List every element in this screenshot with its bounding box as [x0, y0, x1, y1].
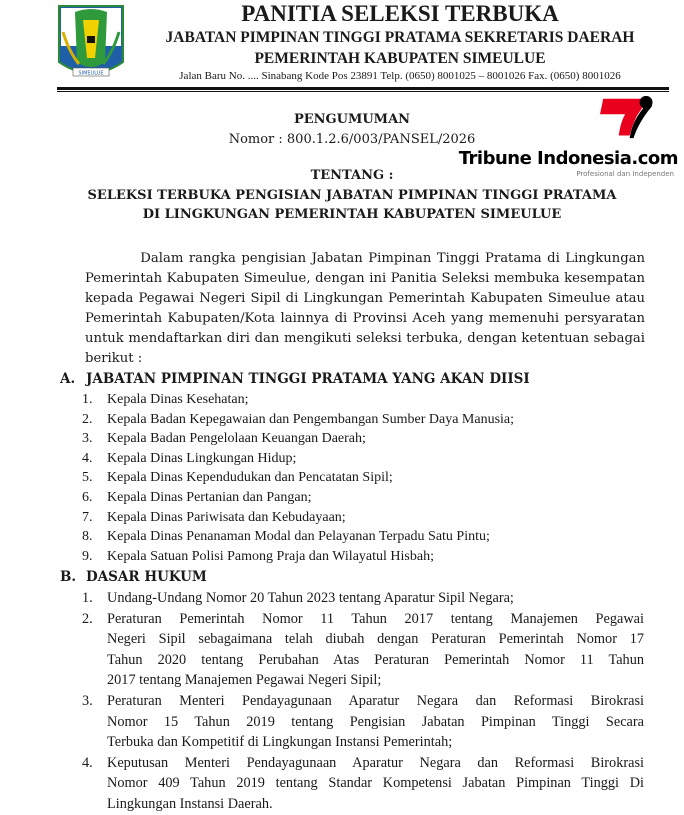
item-text: Kepala Satuan Polisi Pamong Praja dan Wilayatul Hisbah; — [107, 548, 434, 564]
paragraph-line: kepada Pegawai Negeri Sipil di Lingkungan Pemerintah Kabupaten Simeulue atau — [85, 291, 645, 306]
paragraph-line: Dalam rangka pengisian Jabatan Pimpinan Tinggi Pratama di Lingkungan — [85, 251, 645, 266]
logo-text: SIMEULUE — [78, 70, 104, 77]
list-item — [82, 547, 642, 567]
list-item — [82, 691, 644, 753]
intro-paragraph — [85, 249, 645, 369]
item-number: 3. — [82, 431, 93, 447]
letterhead-subtitle: JABATAN PIMPINAN TINGGI PRATAMA SEKRETARIS DAERAH — [165, 29, 635, 46]
item-text — [107, 753, 644, 815]
item-line: 2017 tentang Manajemen Pegawai Negeri Sipil; — [107, 672, 382, 689]
list-item — [82, 753, 644, 815]
item-number: 2. — [82, 411, 93, 427]
paragraph-line: Pemerintah Kabupaten/Kota lainnya di Provinsi Aceh yang memenuhi persyaratan — [85, 311, 645, 326]
item-line: Tahun 2020 tentang Perubahan Atas Peraturan Pemerintah Nomor 11 Tahun — [107, 651, 644, 668]
item-line: Undang-Undang Nomor 20 Tahun 2023 tentang Aparatur Sipil Negara; — [107, 590, 514, 606]
list-item — [82, 527, 642, 547]
item-line: Terbuka dan Kompetitif di Lingkungan Instansi Pemerintah; — [107, 734, 453, 751]
item-line: Lingkungan Instansi Daerah. — [107, 795, 273, 812]
letterhead-rule — [57, 87, 669, 90]
paragraph-line: berikut : — [85, 351, 143, 366]
item-text: Kepala Badan Pengelolaan Keuangan Daerah; — [107, 431, 366, 447]
section-label: B. — [60, 569, 77, 585]
paragraph-line: untuk mendaftarkan diri dan mengikuti seleksi terbuka, dengan ketentuan sebagai — [85, 331, 645, 346]
item-number: 1. — [82, 590, 93, 606]
letterhead-title: PANITIA SELEKSI TERBUKA — [241, 1, 559, 26]
section-b-heading — [60, 569, 207, 585]
item-number: 5. — [82, 470, 93, 486]
section-a-list — [82, 390, 642, 566]
item-number: 1. — [82, 392, 93, 407]
item-number: 6. — [82, 489, 93, 505]
announcement-number: Nomor : 800.1.2.6/003/PANSEL/2026 — [228, 132, 476, 147]
regency-logo — [55, 2, 127, 82]
item-text: Kepala Badan Kepegawaian dan Pengembangan Sumber Daya Manusia; — [107, 411, 515, 427]
section-a-heading — [60, 371, 530, 387]
item-number: 9. — [82, 548, 93, 564]
letterhead-rule-thin — [57, 91, 669, 92]
item-text: Kepala Dinas Kependudukan dan Pencatatan Sipil; — [107, 470, 393, 486]
item-line: Negeri Sipil sebagaimana telah diubah dengan Peraturan Pemerintah Nomor 17 — [107, 631, 644, 648]
item-line: Nomor 409 Tahun 2019 tentang Standar Kompetensi Jabatan Pimpinan Tinggi Di — [107, 775, 644, 792]
list-item — [82, 449, 642, 469]
section-b-list — [82, 588, 644, 815]
letterhead-office: PEMERINTAH KABUPATEN SIMEULUE — [254, 50, 546, 67]
item-number: 2. — [82, 610, 93, 627]
item-text — [107, 588, 644, 609]
item-number: 4. — [82, 450, 93, 466]
item-text: Kepala Dinas Penanaman Modal dan Pelayanan Terpadu Satu Pintu; — [107, 529, 490, 545]
tribune-watermark-logo — [600, 96, 658, 148]
section-title: JABATAN PIMPINAN TINGGI PRATAMA YANG AKAN DIISI — [86, 371, 530, 387]
section-title: DASAR HUKUM — [86, 569, 207, 585]
item-number: 4. — [82, 754, 93, 771]
list-item — [82, 588, 644, 609]
item-line: Peraturan Pemerintah Nomor 11 Tahun 2017 tentang Manajemen Pegawai — [107, 610, 644, 627]
item-text: Kepala Dinas Kesehatan; — [107, 392, 249, 407]
list-item — [82, 429, 642, 449]
announcement-subject-line: SELEKSI TERBUKA PENGISIAN JABATAN PIMPINAN TINGGI PRATAMA — [87, 188, 617, 203]
item-text: Kepala Dinas Pariwisata dan Kebudayaan; — [107, 509, 346, 525]
item-line: Keputusan Menteri Pendayagunaan Aparatur Negara dan Reformasi Birokrasi — [107, 754, 644, 771]
item-line: Nomor 15 Tahun 2019 tentang Pengisian Jabatan Pimpinan Tinggi Secara — [107, 713, 644, 730]
paragraph-line: Pemerintah Kabupaten Simeulue, dengan ini Panitia Seleksi membuka kesempatan — [85, 271, 645, 286]
list-item — [82, 410, 642, 430]
list-item — [82, 508, 642, 528]
announcement-about: TENTANG : — [310, 168, 394, 183]
item-text — [107, 691, 644, 753]
item-line: Peraturan Menteri Pendayagunaan Aparatur Negara dan Reformasi Birokrasi — [107, 692, 644, 709]
item-number: 3. — [82, 692, 93, 709]
list-item — [82, 468, 642, 488]
announcement-subject-line: DI LINGKUNGAN PEMERINTAH KABUPATEN SIMEULUE — [142, 207, 562, 222]
list-item — [82, 609, 644, 691]
item-text: Kepala Dinas Pertanian dan Pangan; — [107, 489, 312, 505]
announcement-heading: PENGUMUMAN — [293, 112, 411, 127]
watermark-brand: Tribune Indonesia.com — [458, 148, 678, 169]
list-item — [82, 488, 642, 508]
watermark-tagline: Profesional dan Independen — [576, 170, 674, 178]
list-item — [82, 390, 642, 410]
item-text: Kepala Dinas Lingkungan Hidup; — [107, 450, 297, 466]
item-number: 8. — [82, 529, 93, 545]
item-text — [107, 609, 644, 691]
item-number: 7. — [82, 509, 93, 525]
letterhead-address: Jalan Baru No. .... Sinabang Kode Pos 23891 Telp. (0650) 8001025 – 8001026 Fax. (0650) 8001026 — [179, 70, 621, 82]
section-label: A. — [60, 371, 76, 387]
